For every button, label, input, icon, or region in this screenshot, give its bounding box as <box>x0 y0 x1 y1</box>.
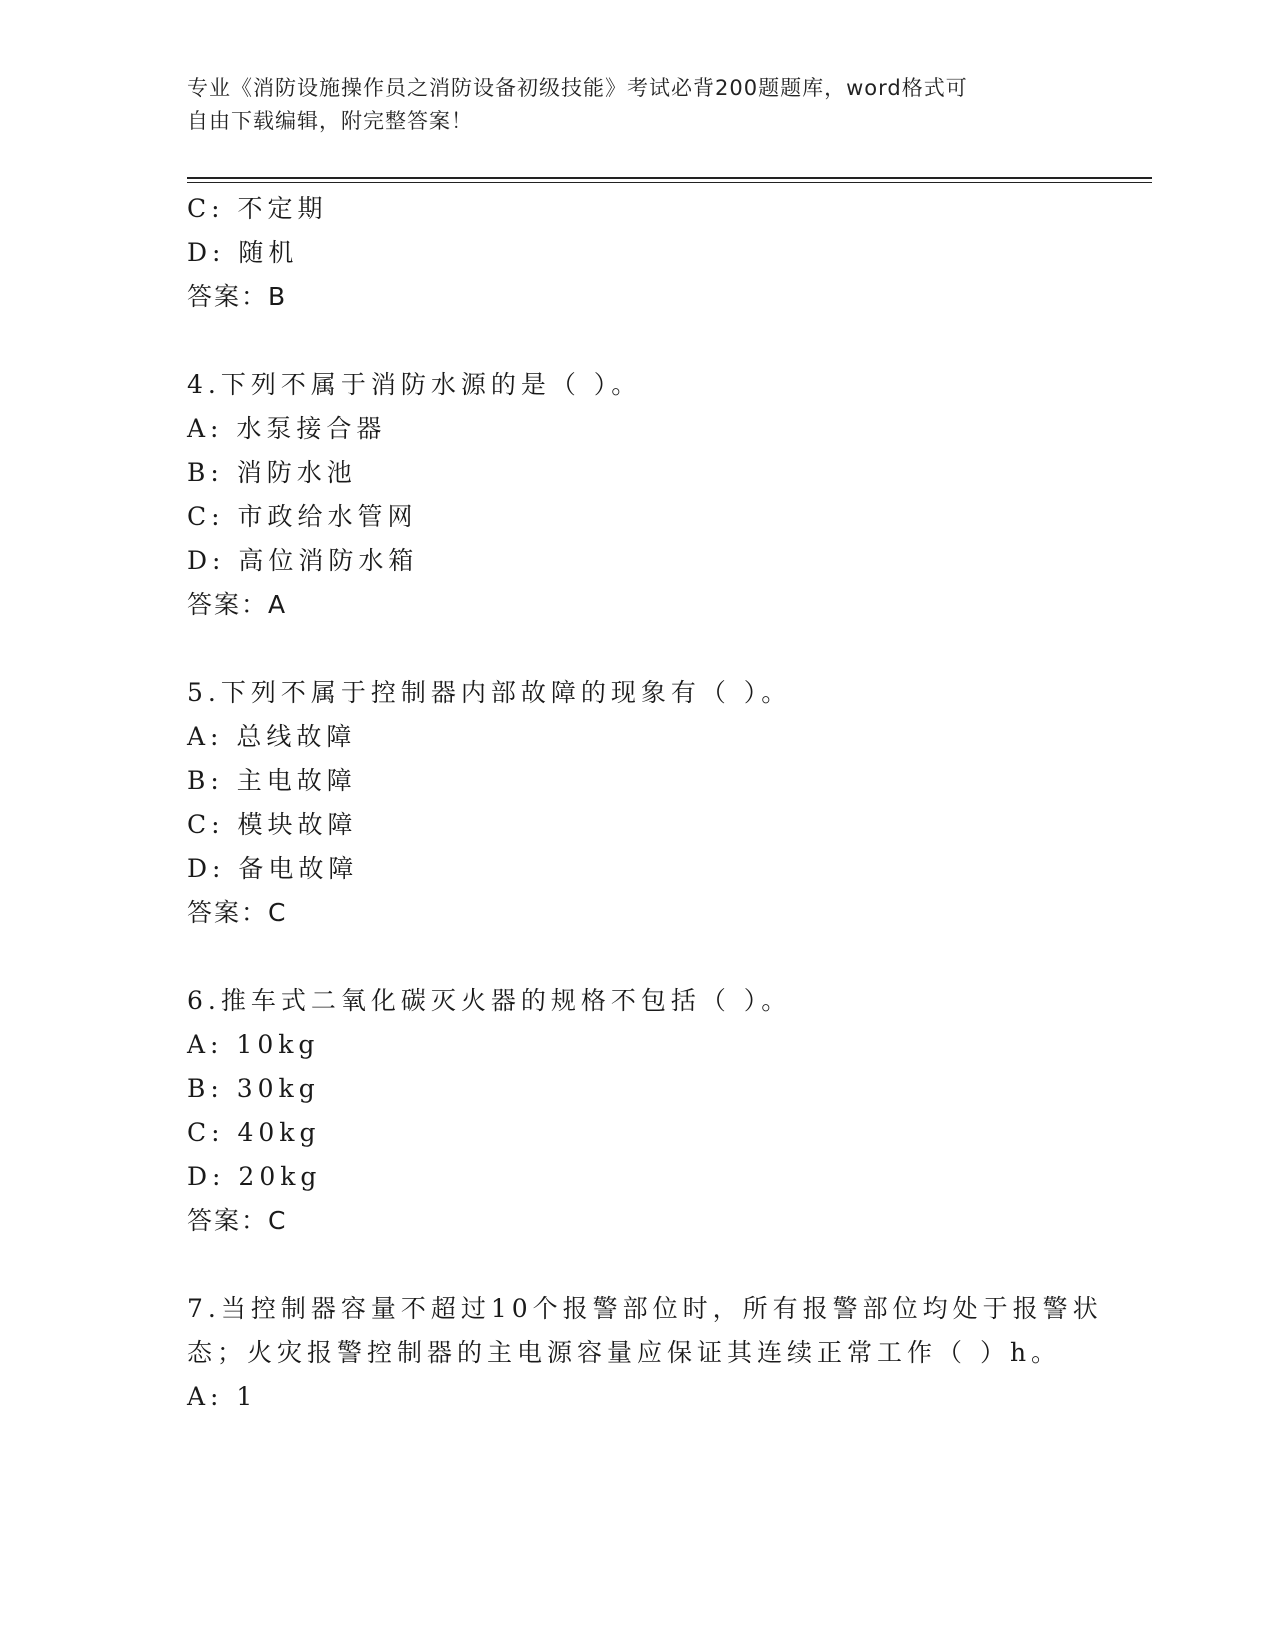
q6-option-b: B: 30kg <box>187 1074 320 1103</box>
q7-option-a: A: 1 <box>187 1382 258 1411</box>
q5-option-d: D: 备电故障 <box>187 854 359 883</box>
q4-option-b: B: 消防水池 <box>187 458 357 487</box>
q3-answer: 答案：B <box>187 282 288 311</box>
q4-option-a: A: 水泵接合器 <box>187 414 387 443</box>
q3-option-d: D: 随机 <box>187 238 299 267</box>
q7-stem-line-1: 7.当控制器容量不超过10个报警部位时，所有报警部位均处于报警状 <box>187 1294 1103 1323</box>
header-rule-thin <box>187 182 1152 183</box>
q5-answer: 答案：C <box>187 898 288 927</box>
header-line-2: 自由下载编辑，附完整答案！ <box>187 109 473 133</box>
q6-answer: 答案：C <box>187 1206 288 1235</box>
q4-option-c: C: 市政给水管网 <box>187 502 418 531</box>
header-line-1: 专业《消防设施操作员之消防设备初级技能》考试必背200题题库，word格式可 <box>187 76 968 100</box>
document-header <box>187 72 1067 138</box>
q4-answer: 答案：A <box>187 590 288 619</box>
q5-option-c: C: 模块故障 <box>187 810 358 839</box>
q6-option-a: A: 10kg <box>187 1030 320 1059</box>
q6-option-c: C: 40kg <box>187 1118 321 1147</box>
q4-option-d: D: 高位消防水箱 <box>187 546 419 575</box>
q6-stem: 6.推车式二氧化碳灭火器的规格不包括（ ）。 <box>187 986 792 1015</box>
q4-stem: 4.下列不属于消防水源的是（ ）。 <box>187 370 642 399</box>
q3-option-c: C: 不定期 <box>187 194 328 223</box>
q5-stem: 5.下列不属于控制器内部故障的现象有（ ）。 <box>187 678 792 707</box>
q7-stem-line-2: 态；火灾报警控制器的主电源容量应保证其连续正常工作（ ）h。 <box>187 1338 1062 1367</box>
q5-option-b: B: 主电故障 <box>187 766 357 795</box>
header-rule-thick <box>187 177 1152 179</box>
q5-option-a: A: 总线故障 <box>187 722 357 751</box>
q6-option-d: D: 20kg <box>187 1162 322 1191</box>
